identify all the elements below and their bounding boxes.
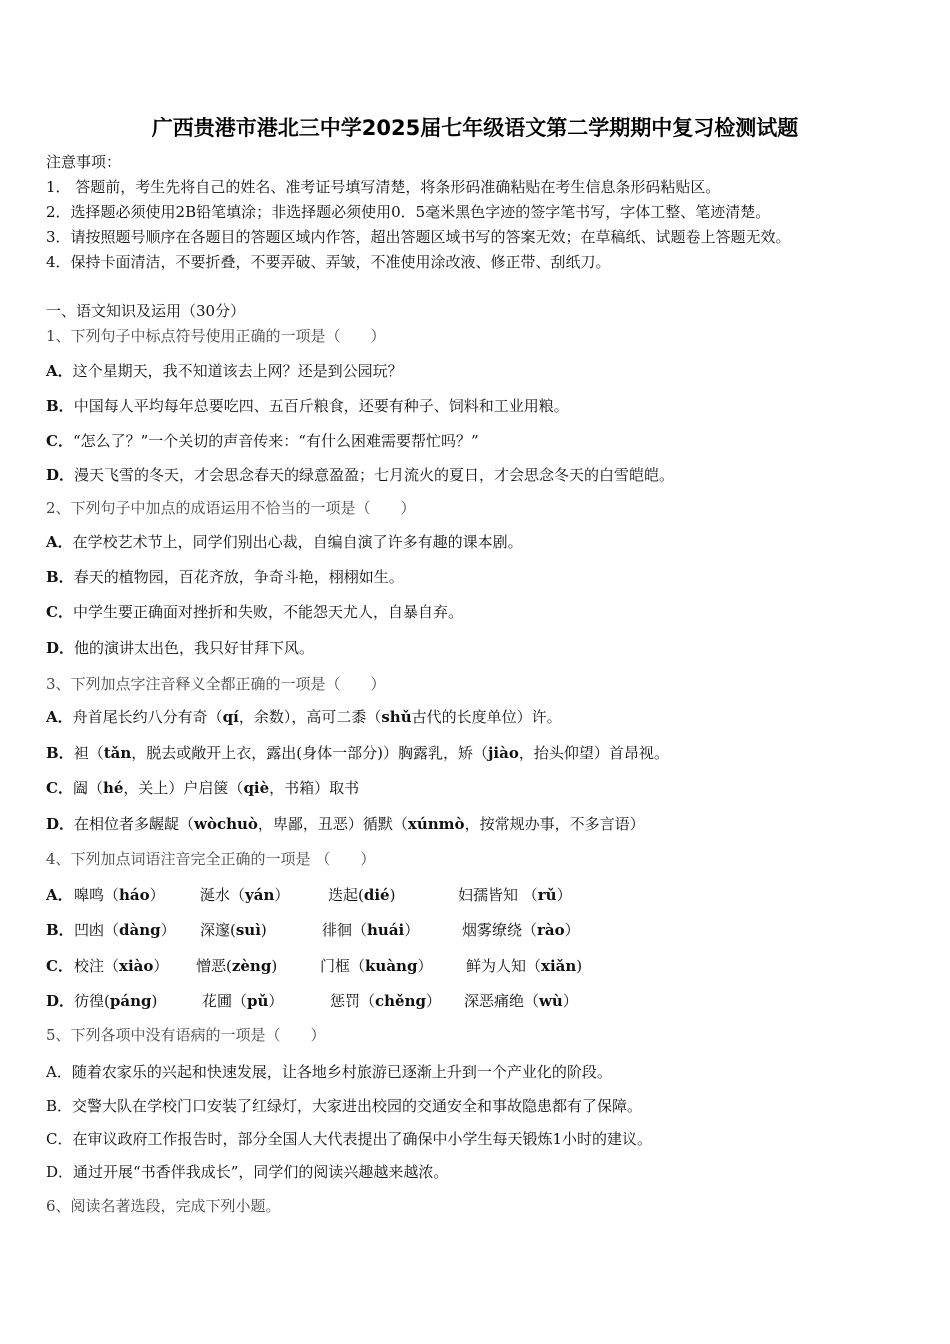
- q4-c-item-1: 校注（xiào）: [74, 957, 169, 975]
- q1-option-a: A．这个星期天，我不知道该去上网？还是到公园玩？: [46, 362, 403, 380]
- q5-option-b: B．交警大队在学校门口安装了红绿灯，大家进出校园的交通安全和事故隐患都有了保障。: [46, 1097, 643, 1115]
- q4-b-item-2: 深邃(suì): [200, 921, 267, 939]
- q4-c-item-2: 憎恶(zèng): [196, 957, 278, 975]
- q4-letter-c: C．: [46, 957, 73, 975]
- notice-item-4: 4．保持卡面清洁，不要折叠，不要弄破、弄皱，不准使用涂改液、修正带、刮纸刀。: [46, 253, 611, 271]
- q4-letter-a: A．: [46, 886, 73, 904]
- q4-b-item-4: 烟雾缭绕（rào）: [462, 921, 580, 939]
- q1-option-b: B．中国每人平均每年总要吃四、五百斤粮食，还要有种子、饲料和工业用粮。: [46, 397, 569, 415]
- notice-item-1: 1． 答题前，考生先将自己的姓名、准考证号填写清楚，将条形码准确粘贴在考生信息条形码粘贴区。: [46, 178, 721, 196]
- q2-option-a: A．在学校艺术节上，同学们别出心裁，自编自演了许多有趣的课本剧。: [46, 533, 523, 551]
- q3-option-d: D．在相位者多龌龊（wòchuò，卑鄙，丑恶）循默（xúnmò，按常规办事，不多言语）: [46, 815, 645, 833]
- q5-option-a: A．随着农家乐的兴起和快速发展，让各地乡村旅游已逐渐上升到一个产业化的阶段。: [46, 1063, 612, 1081]
- q4-d-item-3: 惩罚（chěng）: [330, 992, 442, 1010]
- q4-d-item-1: 彷徨(páng): [74, 992, 158, 1010]
- q4-b-item-1: 凹凼（dàng）: [74, 921, 176, 939]
- q6-stem: 6、阅读名著选段，完成下列小题。: [46, 1197, 281, 1215]
- q1-option-c: C．“怎么了？”一个关切的声音传来：“有什么困难需要帮忙吗？”: [46, 432, 479, 450]
- q3-option-b: B．袒（tǎn，脱去或敞开上衣，露出(身体一部分)）胸露乳，矫（jiào，抬头仰望）首昂视。: [46, 744, 669, 762]
- q5-option-d: D．通过开展“书香伴我成长”，同学们的阅读兴趣越来越浓。: [46, 1163, 449, 1181]
- q4-a-item-1: 嗥鸣（háo）: [74, 886, 165, 904]
- q4-a-item-2: 涎水（yán）: [200, 886, 290, 904]
- notice-item-3: 3．请按照题号顺序在各题目的答题区域内作答，超出答题区域书写的答案无效；在草稿纸、试题卷上答题无效。: [46, 228, 791, 246]
- q4-letter-b: B．: [46, 921, 74, 939]
- q4-a-item-4: 妇孺皆知 （rǔ）: [458, 886, 572, 904]
- q1-stem: 1、下列句子中标点符号使用正确的一项是（ ）: [46, 327, 386, 345]
- exam-title: 广西贵港市港北三中学2025届七年级语文第二学期期中复习检测试题: [151, 116, 799, 140]
- notice-item-2: 2．选择题必须使用2B铅笔填涂；非选择题必须使用0．5毫米黑色字迹的签字笔书写，字体工整、笔迹清楚。: [46, 203, 771, 221]
- q2-stem: 2、下列句子中加点的成语运用不恰当的一项是（ ）: [46, 499, 416, 517]
- q4-d-item-4: 深恶痛绝（wù）: [464, 992, 578, 1010]
- q3-option-c: C．阖（hé，关上）户启箧（qiè，书箱）取书: [46, 779, 360, 797]
- section-heading: 一、语文知识及运用（30分）: [46, 302, 246, 320]
- q3-stem: 3、下列加点字注音释义全都正确的一项是（ ）: [46, 675, 386, 693]
- q2-option-b: B．春天的植物园，百花齐放，争奇斗艳，栩栩如生。: [46, 568, 404, 586]
- q4-a-item-3: 迭起(dié): [328, 886, 396, 904]
- q1-option-d: D．漫天飞雪的冬天，才会思念春天的绿意盈盈；七月流火的夏日，才会思念冬天的白雪皑皑。: [46, 466, 675, 484]
- q4-c-item-4: 鲜为人知（xiǎn): [466, 957, 583, 975]
- q2-option-d: D．他的演讲太出色，我只好甘拜下风。: [46, 639, 315, 657]
- q4-letter-d: D．: [46, 992, 75, 1010]
- q4-b-item-3: 徘徊（huái）: [322, 921, 420, 939]
- q4-c-item-3: 门框（kuàng）: [320, 957, 433, 975]
- q2-option-c: C．中学生要正确面对挫折和失败，不能怨天尤人，自暴自弃。: [46, 603, 463, 621]
- q5-option-c: C．在审议政府工作报告时，部分全国人大代表提出了确保中小学生每天锻炼1小时的建议。: [46, 1130, 653, 1148]
- q4-d-item-2: 花圃（pǔ）: [202, 992, 284, 1010]
- q3-option-a: A．舟首尾长约八分有奇（qí，余数），高可二黍（shǔ古代的长度单位）许。: [46, 708, 562, 726]
- notice-heading: 注意事项：: [46, 153, 122, 171]
- q5-stem: 5、下列各项中没有语病的一项是（ ）: [46, 1026, 326, 1044]
- q4-stem: 4、下列加点词语注音完全正确的一项是 （ ）: [46, 850, 376, 868]
